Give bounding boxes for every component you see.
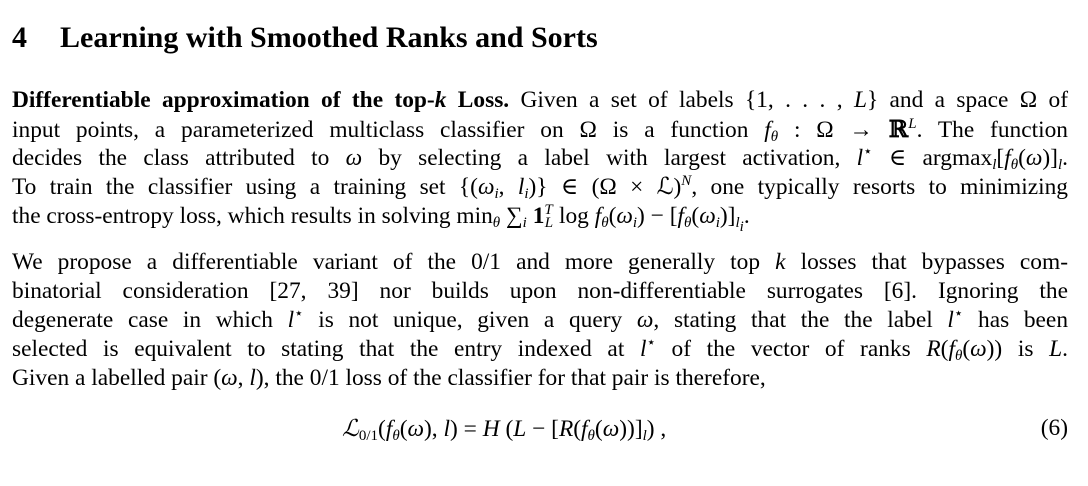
paragraph2-line-5: Given a labelled pair (ω, l), the 0/1 loss of the classifier for that pair is therefore, — [12, 365, 766, 391]
paragraph2-line-1: We propose a differentiable variant of the 0/1 and more generally top k losses that bypasses com- — [12, 249, 1068, 275]
paragraph-topk-loss — [12, 86, 1068, 235]
paragraph1-line-1-text: Given a set of labels {1, . . . , L} and a space Ω of — [520, 87, 1068, 113]
section-heading — [12, 18, 598, 58]
paragraph2-line-4: selected is equivalent to stating that the entry indexed at l⋆ of the vector of ranks $R(f_\theta(\omega))$ is L. — [12, 335, 1068, 364]
section-number: 4 — [12, 21, 27, 54]
equation-body: $ℒ_{0/1}(f_\theta(\omega)$, l) = H $(L - [R(f_\theta(\omega))]_l)$ , — [342, 414, 667, 444]
paragraph2-line-2: binatorial consideration [27, 39] nor builds upon non-differentiable surrogates [6]. Ignoring the — [12, 278, 1068, 304]
paragraph1-line-1 — [12, 86, 1068, 115]
section-title: Learning with Smoothed Ranks and Sorts — [60, 21, 598, 54]
equation-6 — [12, 408, 1068, 448]
paragraph1-line-4: To train the classifier using a training set {($\omega_i$, $l_i$)} ∈ (Ω × ℒ)$^N$, one typically resorts to minimizing — [12, 173, 1068, 202]
paragraph2-line-3: degenerate case in which l⋆ is not unique, given a query ω, stating that the the label l⋆ has been — [12, 306, 1069, 333]
paragraph1-line-5: the cross-entropy loss, which results in solving $\min_\theta \sum_i$ $1^T_L$ $\log f_\theta(\omega_i) - [f_\theta(\omega_i)]_{l_i}$. — [12, 202, 750, 235]
paragraph-differentiable-variant — [12, 248, 1068, 393]
paragraph1-line-3: decides the class attributed to ω by selecting a label with largest activation, l⋆ ∈ $argmax_l[f_\theta(\omega)]_l$. — [12, 144, 1068, 173]
equation-number: (6) — [1040, 415, 1068, 441]
run-in-title: Differentiable approximation of the top-k Loss. — [12, 87, 510, 113]
paragraph1-line-2: input points, a parameterized multiclass classifier on Ω is a function $f_\theta$ : Ω → ℝ$^L$. The function — [12, 115, 1068, 145]
